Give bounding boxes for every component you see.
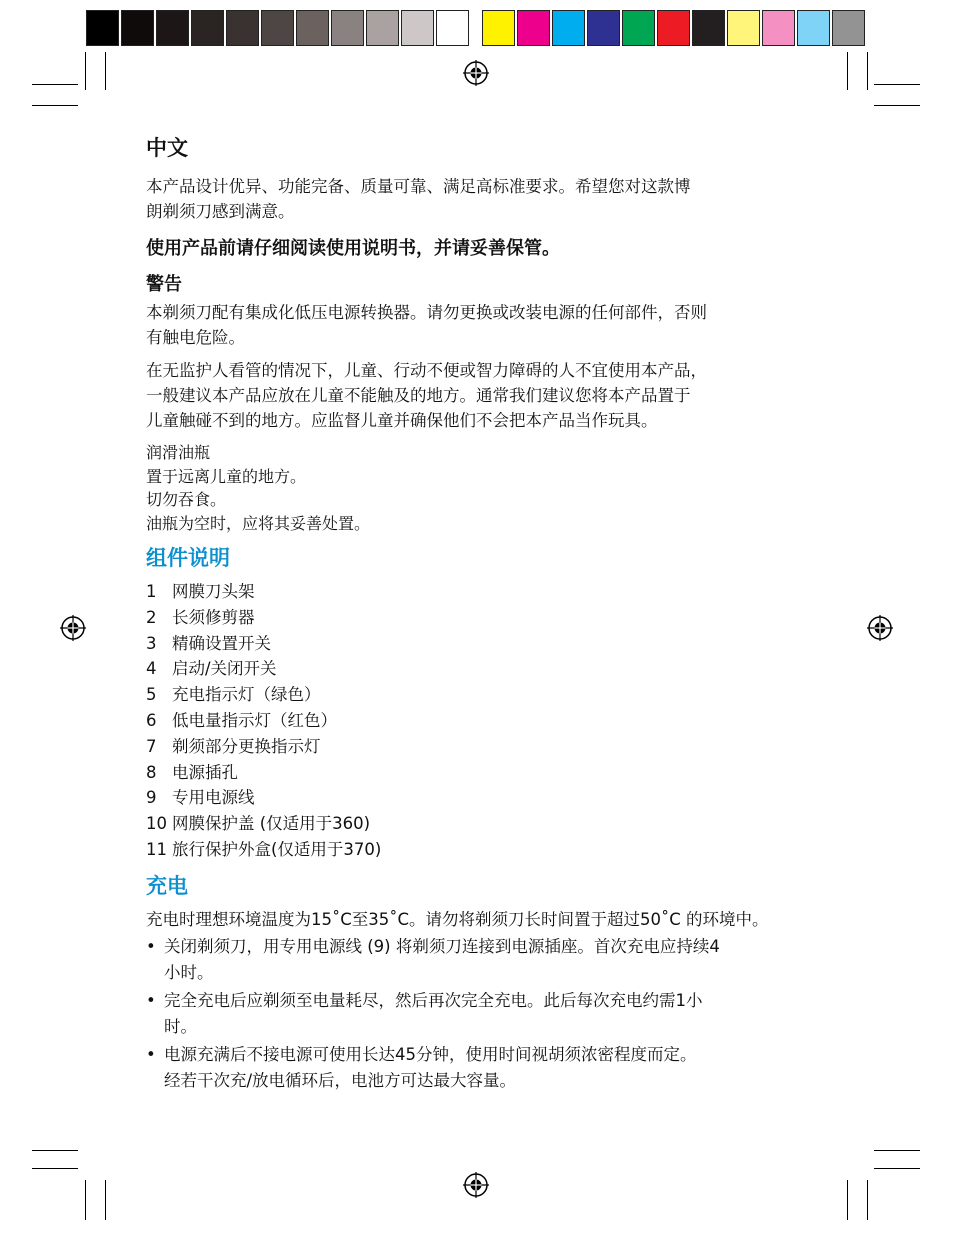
crop-mark-top-right-v2 xyxy=(867,52,868,90)
language-title: 中文 xyxy=(146,136,188,160)
color-swatch xyxy=(832,10,865,46)
bullet-point: • xyxy=(146,1044,156,1064)
color-swatch xyxy=(727,10,760,46)
crop-mark-bottom-right-v2 xyxy=(867,1180,868,1220)
registration-mark-right-icon xyxy=(867,615,893,641)
crop-mark-top-right-h2 xyxy=(874,84,920,85)
component-number: 8 xyxy=(146,762,157,782)
crop-mark-top-left-h xyxy=(32,105,78,106)
component-label: 充电指示灯（绿色） xyxy=(172,685,321,705)
intro-line: 本产品设计优异、功能完备、质量可靠、满足高标准要求。希望您对这款博 xyxy=(146,177,691,196)
charging-instructions-list xyxy=(146,934,816,1094)
gray-swatch xyxy=(366,10,399,46)
component-label: 旅行保护外盒(仅适用于370) xyxy=(172,839,382,859)
gray-swatch xyxy=(121,10,154,46)
component-item xyxy=(146,708,816,734)
bullet-point: • xyxy=(146,936,156,956)
color-swatch xyxy=(517,10,550,46)
component-item xyxy=(146,656,816,682)
component-number: 9 xyxy=(146,788,157,808)
warning-paragraph-1 xyxy=(146,300,816,350)
component-item xyxy=(146,682,816,708)
warning-title: 警告 xyxy=(146,274,182,295)
component-item xyxy=(146,785,816,811)
warning-line: 儿童触碰不到的地方。应监督儿童并确保他们不会把本产品当作玩具。 xyxy=(146,411,658,430)
warning-line: 本剃须刀配有集成化低压电源转换器。请勿更换或改装电源的任何部件，否则 xyxy=(146,303,707,322)
color-swatch xyxy=(622,10,655,46)
components-list xyxy=(146,579,816,863)
gray-swatch xyxy=(156,10,189,46)
gray-swatch xyxy=(191,10,224,46)
component-label: 长须修剪器 xyxy=(172,607,255,627)
gray-swatch xyxy=(296,10,329,46)
charging-title: 充电 xyxy=(146,873,188,898)
color-swatch xyxy=(657,10,690,46)
oil-line: 油瓶为空时，应将其妥善处置。 xyxy=(146,513,371,533)
bullet-point: • xyxy=(146,990,156,1010)
crop-mark-bottom-right-v xyxy=(847,1180,848,1220)
document-body xyxy=(146,132,816,1096)
crop-mark-top-right-v xyxy=(847,52,848,90)
component-label: 电源插孔 xyxy=(172,762,238,782)
crop-mark-bottom-right-h2 xyxy=(874,1150,920,1151)
oil-line: 润滑油瓶 xyxy=(146,443,211,462)
charging-intro: 充电时理想环境温度为15˚C至35˚C。请勿将剃须刀长时间置于超过50˚C 的环境中。 xyxy=(146,909,769,929)
component-label: 剃须部分更换指示灯 xyxy=(172,736,321,756)
color-swatch xyxy=(797,10,830,46)
warning-paragraph-2 xyxy=(146,358,816,433)
process-color-bar xyxy=(482,10,867,46)
component-label: 精确设置开关 xyxy=(172,633,271,653)
component-item xyxy=(146,760,816,786)
crop-mark-bottom-right-h xyxy=(874,1168,920,1169)
registration-mark-top-icon xyxy=(463,60,489,86)
charging-instruction-item xyxy=(146,1042,816,1094)
color-swatch xyxy=(552,10,585,46)
color-swatch xyxy=(692,10,725,46)
grayscale-color-bar xyxy=(86,10,471,46)
instruction-line: 小时。 xyxy=(164,962,214,982)
components-title: 组件说明 xyxy=(146,546,230,570)
color-swatch xyxy=(482,10,515,46)
component-label: 低电量指示灯（红色） xyxy=(172,710,337,730)
warning-line: 在无监护人看管的情况下，儿童、行动不便或智力障碍的人不宜使用本产品， xyxy=(146,361,707,380)
read-instructions-notice: 使用产品前请仔细阅读使用说明书，并请妥善保管。 xyxy=(146,238,560,259)
lubricant-oil-notice xyxy=(146,441,816,535)
registration-mark-bottom-icon xyxy=(463,1172,489,1198)
crop-mark-top-left-v2 xyxy=(85,52,86,90)
component-number: 5 xyxy=(146,685,157,705)
gray-swatch xyxy=(261,10,294,46)
crop-mark-bottom-left-h xyxy=(32,1168,78,1169)
component-item xyxy=(146,837,816,863)
instruction-line: 电源充满后不接电源可使用长达45分钟，使用时间视胡须浓密程度而定。 xyxy=(164,1044,697,1064)
crop-mark-top-left-v xyxy=(105,52,106,90)
intro-paragraph xyxy=(146,174,816,224)
component-item xyxy=(146,579,816,605)
intro-line: 朗剃须刀感到满意。 xyxy=(146,202,295,221)
component-label: 专用电源线 xyxy=(172,788,255,808)
component-number: 11 xyxy=(146,839,167,859)
charging-instruction-item xyxy=(146,988,816,1040)
gray-swatch xyxy=(226,10,259,46)
crop-mark-top-left-h2 xyxy=(32,84,78,85)
component-label: 网膜刀头架 xyxy=(172,582,255,601)
component-number: 3 xyxy=(146,633,157,653)
gray-swatch xyxy=(436,10,469,46)
gray-swatch xyxy=(401,10,434,46)
instruction-line: 关闭剃须刀，用专用电源线 (9) 将剃须刀连接到电源插座。首次充电应持续4 xyxy=(164,936,720,956)
instruction-line: 经若干次充/放电循环后，电池方可达最大容量。 xyxy=(164,1070,517,1090)
component-item xyxy=(146,631,816,657)
gray-swatch xyxy=(331,10,364,46)
instruction-line: 完全充电后应剃须至电量耗尽，然后再次完全充电。此后每次充电约需1小 xyxy=(164,990,703,1010)
instruction-line: 时。 xyxy=(164,1016,197,1036)
crop-mark-bottom-left-h2 xyxy=(32,1150,78,1151)
crop-mark-bottom-left-v xyxy=(105,1180,106,1220)
component-item xyxy=(146,811,816,837)
crop-mark-top-right-h xyxy=(874,105,920,106)
component-number: 7 xyxy=(146,736,157,756)
component-label: 网膜保护盖 (仅适用于360) xyxy=(172,814,371,834)
component-number: 6 xyxy=(146,710,157,730)
registration-mark-left-icon xyxy=(60,615,86,641)
gray-swatch xyxy=(86,10,119,46)
warning-line: 一般建议本产品应放在儿童不能触及的地方。通常我们建议您将本产品置于 xyxy=(146,386,691,405)
crop-mark-bottom-left-v2 xyxy=(85,1180,86,1220)
color-swatch xyxy=(762,10,795,46)
component-item xyxy=(146,605,816,631)
component-number: 2 xyxy=(146,607,157,627)
component-number: 10 xyxy=(146,814,167,834)
oil-line: 置于远离儿童的地方。 xyxy=(146,466,307,486)
component-number: 4 xyxy=(146,659,157,679)
component-item xyxy=(146,734,816,760)
component-number: 1 xyxy=(146,582,157,601)
color-swatch xyxy=(587,10,620,46)
component-label: 启动/关闭开关 xyxy=(172,659,277,679)
warning-line: 有触电危险。 xyxy=(146,328,245,347)
oil-line: 切勿吞食。 xyxy=(146,490,227,509)
charging-instruction-item xyxy=(146,934,816,986)
